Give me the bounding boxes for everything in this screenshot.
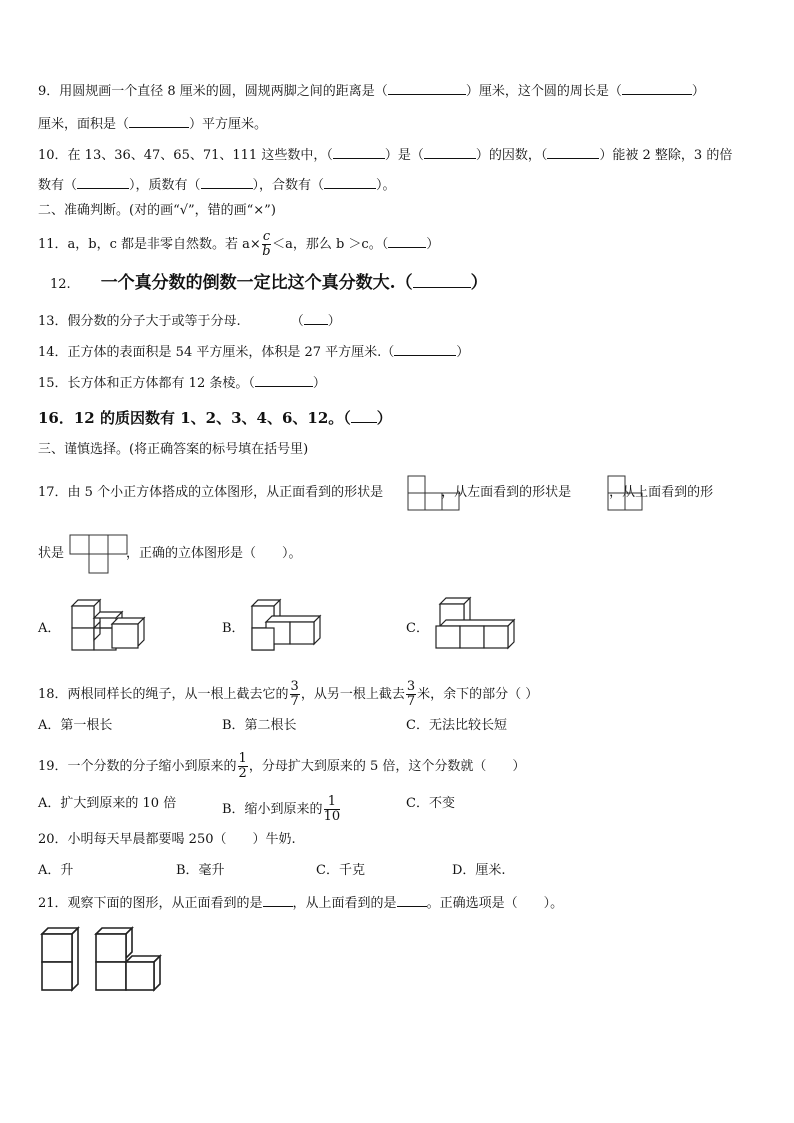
q19-option-a[interactable]: A．扩大到原来的 10 倍 — [38, 796, 177, 811]
answer-blank[interactable] — [394, 343, 456, 356]
q19-option-c[interactable]: C．不变 — [406, 796, 455, 811]
question-17-line-2: 状是 ，正确的立体图形是（ ）。 — [38, 546, 302, 561]
question-13: 13．假分数的分子大于或等于分母. （ ） — [38, 314, 341, 329]
question-9-line-2: 厘米，面积是（ ）平方厘米。 — [38, 117, 268, 132]
fraction-1-10: $\frac{1}{10}$ — [323, 794, 341, 824]
answer-blank[interactable] — [397, 894, 427, 907]
question-19: 19．一个分数的分子缩小到原来的 $\frac{1}{2}$ ，分母扩大到原来的 5 倍，这个分数就（ ） — [38, 751, 526, 781]
question-21: 21．观察下面的图形，从正面看到的是 ，从上面看到的是 。正确选项是（ ）。 — [38, 896, 564, 911]
left-view-figure — [606, 474, 646, 512]
fraction-3-7: $\frac{3}{7}$ — [290, 679, 299, 709]
section-2-heading: 二、准确判断。(对的画“√”，错的画“×”) — [38, 203, 276, 218]
q18-option-b[interactable]: B．第二根长 — [222, 718, 297, 733]
q20-option-a[interactable]: A．升 — [38, 863, 74, 878]
q20-option-b[interactable]: B．毫升 — [176, 863, 225, 878]
q20-option-d[interactable]: D．厘米. — [452, 863, 506, 878]
section-3-heading: 三、谨慎选择。(将正确答案的标号填在括号里) — [38, 442, 309, 457]
top-view-figure — [68, 533, 130, 575]
option-c-cube-figure[interactable] — [432, 596, 518, 656]
answer-blank[interactable] — [413, 275, 471, 288]
question-18: 18．两根同样长的绳子，从一根上截去它的 $\frac{3}{7}$ ，从另一根上截去 $\frac{3}{7}$ 米，余下的部分（ ） — [38, 679, 539, 709]
answer-blank[interactable] — [547, 146, 599, 159]
answer-blank[interactable] — [622, 82, 692, 95]
q18-option-c[interactable]: C．无法比较长短 — [406, 718, 507, 733]
answer-blank[interactable] — [129, 115, 189, 128]
q17-option-a-label[interactable]: A． — [38, 621, 61, 636]
answer-blank[interactable] — [255, 374, 313, 387]
answer-blank[interactable] — [201, 176, 253, 189]
answer-blank[interactable] — [263, 894, 293, 907]
answer-blank[interactable] — [388, 235, 426, 248]
option-a-cube-figure[interactable] — [68, 596, 150, 656]
question-9-line-1: 9．用圆规画一个直径 8 厘米的圆，圆规两脚之间的距离是（ ）厘米，这个圆的周长是（ ） — [38, 84, 705, 99]
question-20: 20．小明每天早晨都要喝 250（ ）牛奶. — [38, 832, 296, 847]
q20-option-c[interactable]: C．千克 — [316, 863, 365, 878]
question-15: 15．长方体和正方体都有 12 条棱。（ ） — [38, 376, 326, 391]
question-10-line-2: 数有（ ），质数有（ ），合数有（ ）。 — [38, 178, 396, 193]
question-10-line-1: 10．在 13、36、47、65、71、111 这些数中，（ ）是（ ）的因数，（ ）能被 2 整除，3 的倍 — [38, 148, 733, 163]
answer-blank[interactable] — [424, 146, 476, 159]
q19-option-b[interactable]: B．缩小到原来的 $\frac{1}{10}$ — [222, 794, 341, 824]
answer-blank[interactable] — [77, 176, 129, 189]
answer-blank[interactable] — [333, 146, 385, 159]
question-17-line-1: 17．由 5 个小正方体搭成的立体图形，从正面看到的形状是 ，从左面看到的形状是 ，从上面看到的形 — [38, 485, 714, 500]
question-12: 12. 一个真分数的倒数一定比这个真分数大.（ ） — [50, 273, 488, 293]
fraction-3-7: $\frac{3}{7}$ — [406, 679, 416, 709]
answer-blank[interactable] — [351, 410, 377, 423]
q17-option-b-label[interactable]: B． — [222, 621, 245, 636]
q18-option-a[interactable]: A．第一根长 — [38, 718, 113, 733]
option-b-cube-figure[interactable] — [248, 598, 324, 656]
answer-blank[interactable] — [324, 176, 376, 189]
answer-blank[interactable] — [388, 82, 466, 95]
question-11: 11．a，b，c 都是非零自然数。若 a× $\frac{c}{b}$ ＜a，那么 b ＞c。（ ） — [38, 229, 440, 259]
fraction-1-2: $\frac{1}{2}$ — [238, 751, 247, 781]
front-view-figure — [406, 474, 462, 512]
answer-blank[interactable] — [304, 312, 328, 325]
fraction-c-over-b: $\frac{c}{b}$ — [262, 229, 271, 259]
q21-cube-figure — [38, 924, 168, 994]
question-14: 14．正方体的表面积是 54 平方厘米，体积是 27 平方厘米.（ ） — [38, 345, 470, 360]
q17-option-c-label[interactable]: C． — [406, 621, 429, 636]
question-16: 16．12 的质因数有 1、2、3、4、6、12。（ ） — [38, 409, 392, 427]
